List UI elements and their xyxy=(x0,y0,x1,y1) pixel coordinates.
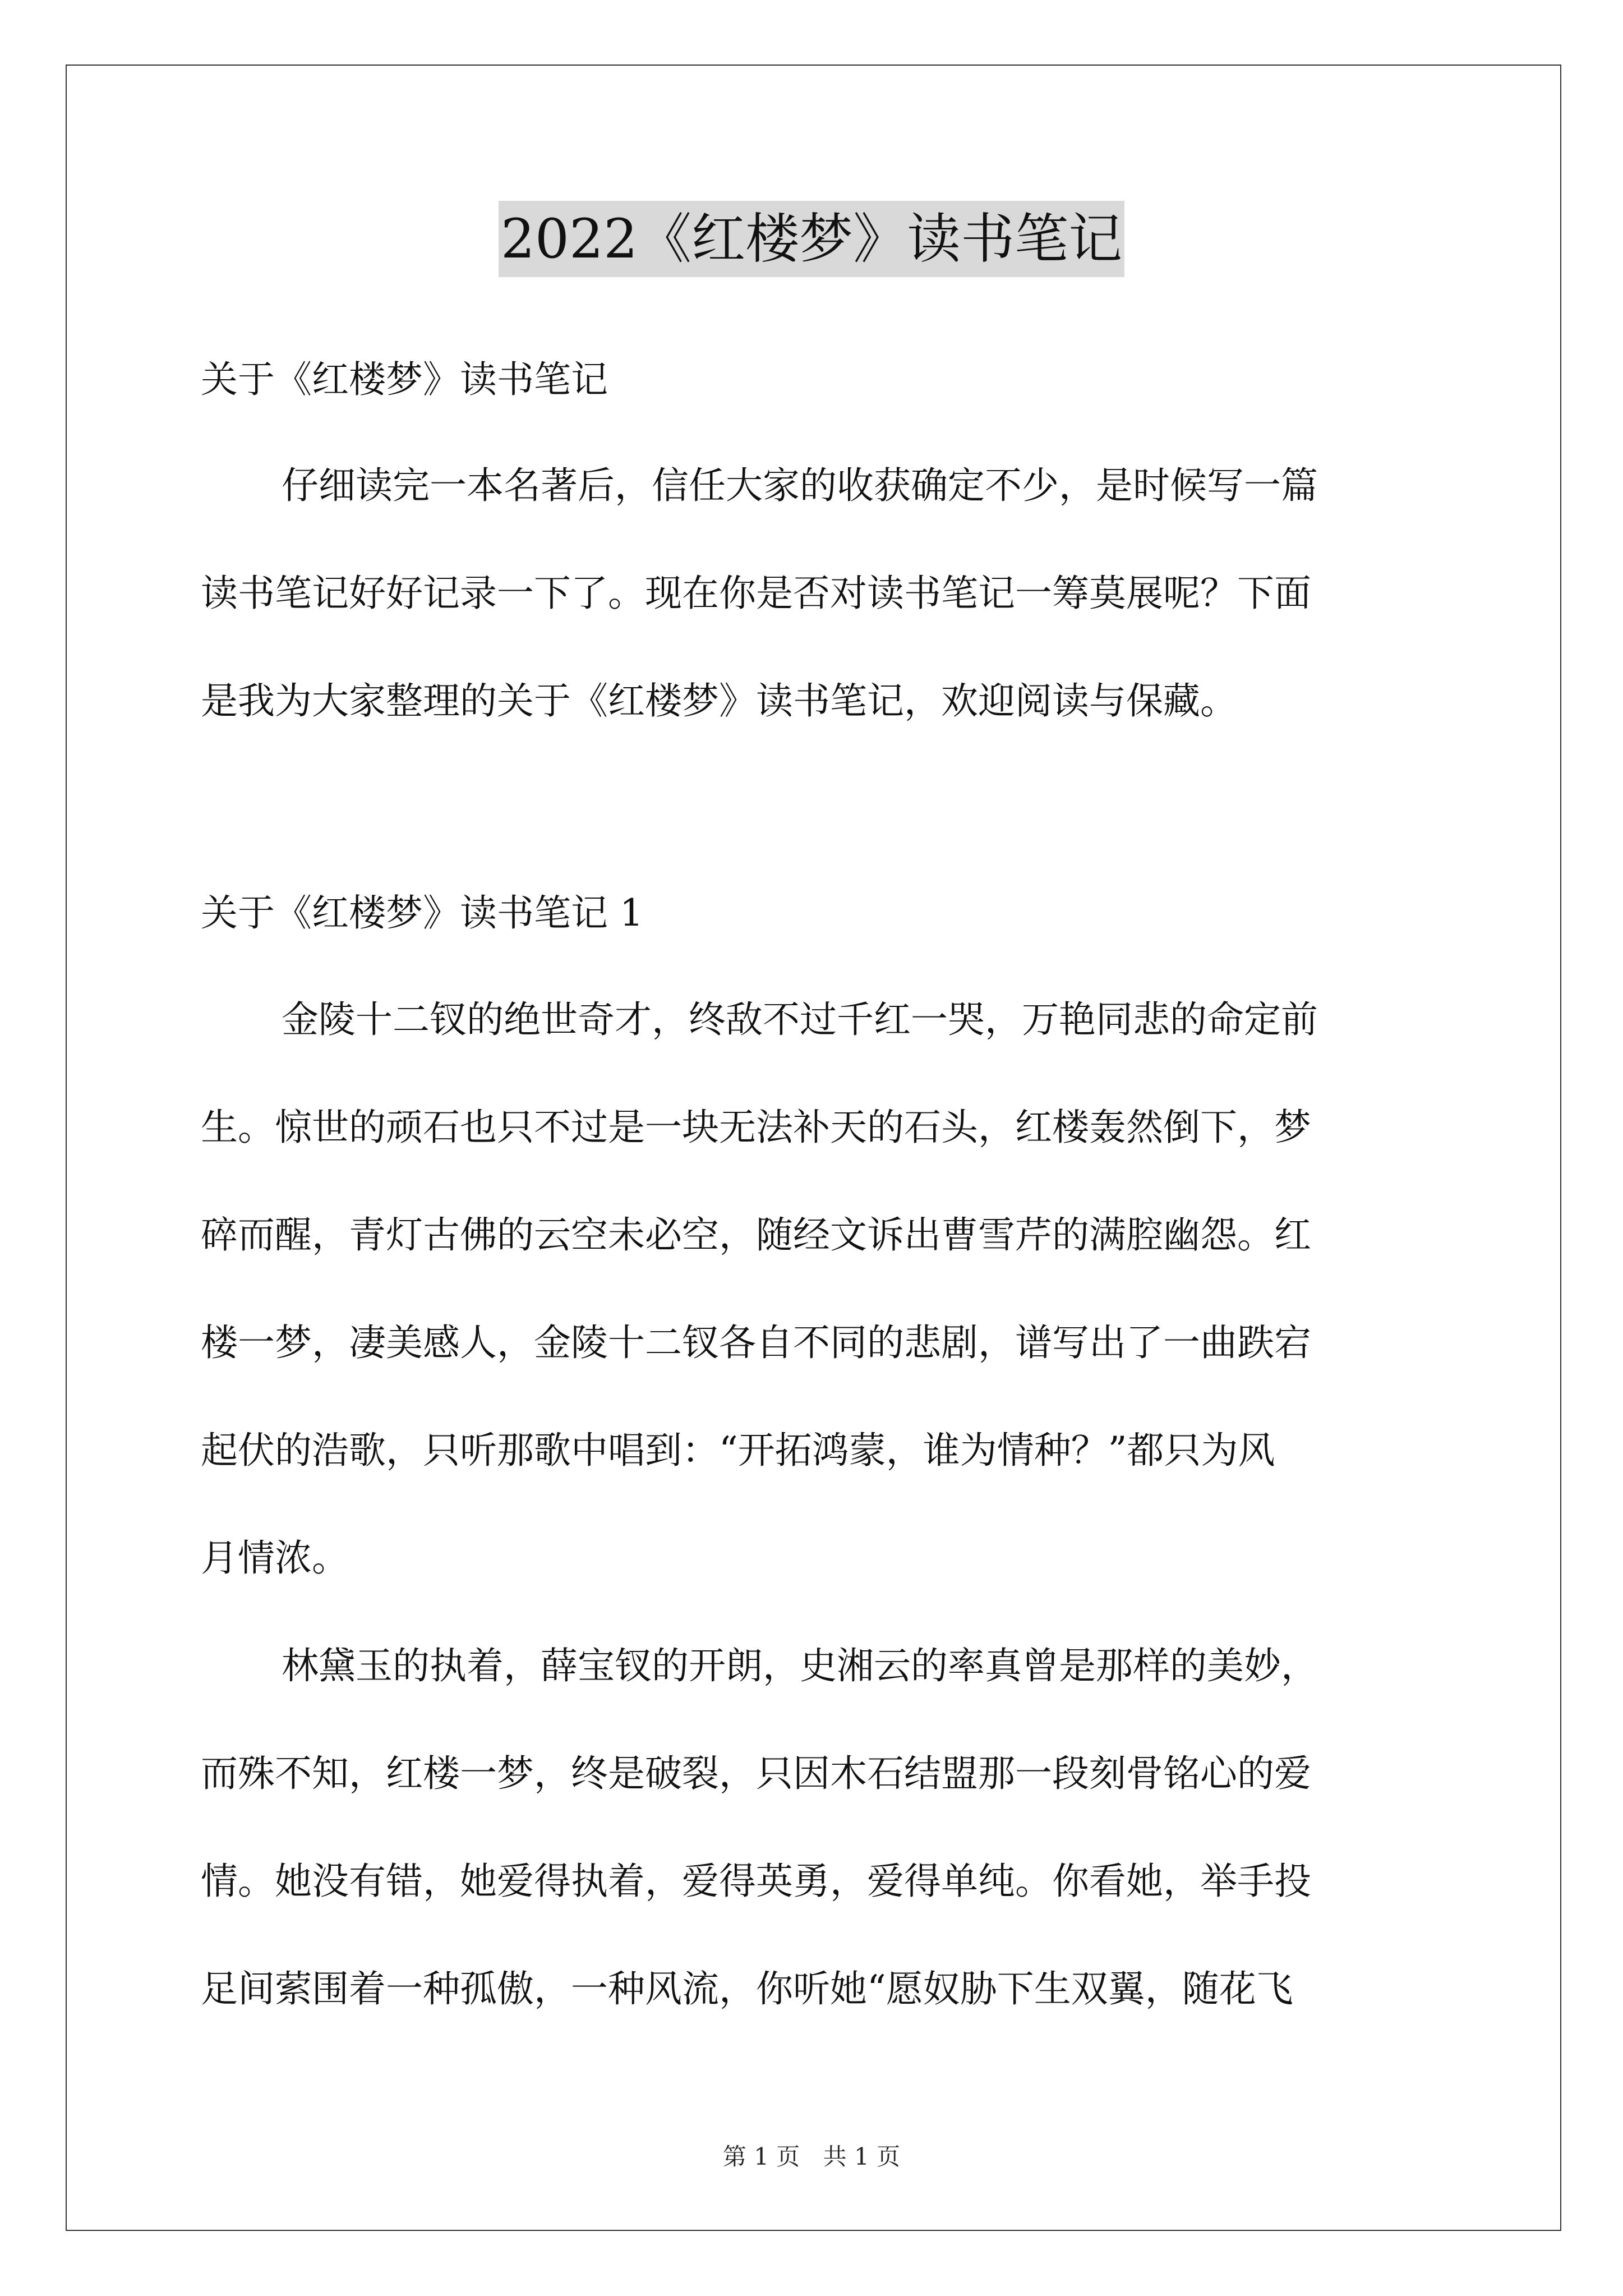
page-total: 共 1 页 xyxy=(823,2143,901,2170)
section-heading: 关于《红楼梦》读书笔记 xyxy=(201,358,608,401)
section-heading-1: 关于《红楼梦》读书笔记 1 xyxy=(201,891,643,935)
page-footer xyxy=(0,2138,1623,2172)
text-line: 楼一梦，凄美感人，金陵十二钗各自不同的悲剧，谱写出了一曲跌宕 xyxy=(201,1321,1311,1364)
text-line: 读书笔记好好记录一下了。现在你是否对读书笔记一筹莫展呢？下面 xyxy=(201,572,1311,615)
page-number: 第 1 页 xyxy=(722,2143,800,2170)
text-line: 月情浓。 xyxy=(201,1536,349,1580)
title-container xyxy=(0,201,1623,277)
text-line: 足间萦围着一种孤傲，一种风流，你听她“愿奴胁下生双翼，随花飞 xyxy=(201,1967,1293,2010)
text-line: 是我为大家整理的关于《红楼梦》读书笔记，欢迎阅读与保藏。 xyxy=(201,679,1237,723)
text-line: 林黛玉的执着，薛宝钗的开朗，史湘云的率真曾是那样的美妙， xyxy=(282,1644,1318,1687)
document-title: 2022《红楼梦》读书笔记 xyxy=(499,201,1124,277)
text-line: 起伏的浩歌，只听那歌中唱到：“开拓鸿蒙，谁为情种？”都只为风 xyxy=(201,1429,1275,1472)
text-line: 碎而醒，青灯古佛的云空未必空，随经文诉出曹雪芹的满腔幽怨。红 xyxy=(201,1213,1311,1257)
text-line: 仔细读完一本名著后，信任大家的收获确定不少，是时候写一篇 xyxy=(282,464,1318,507)
text-line: 金陵十二钗的绝世奇才，终敌不过千红一哭，万艳同悲的命定前 xyxy=(282,998,1318,1041)
text-line: 而殊不知，红楼一梦，终是破裂，只因木石结盟那一段刻骨铭心的爱 xyxy=(201,1752,1311,1795)
text-line: 生。惊世的顽石也只不过是一块无法补天的石头，红楼轰然倒下，梦 xyxy=(201,1106,1311,1149)
text-line: 情。她没有错，她爱得执着，爱得英勇，爱得单纯。你看她，举手投 xyxy=(201,1860,1311,1903)
